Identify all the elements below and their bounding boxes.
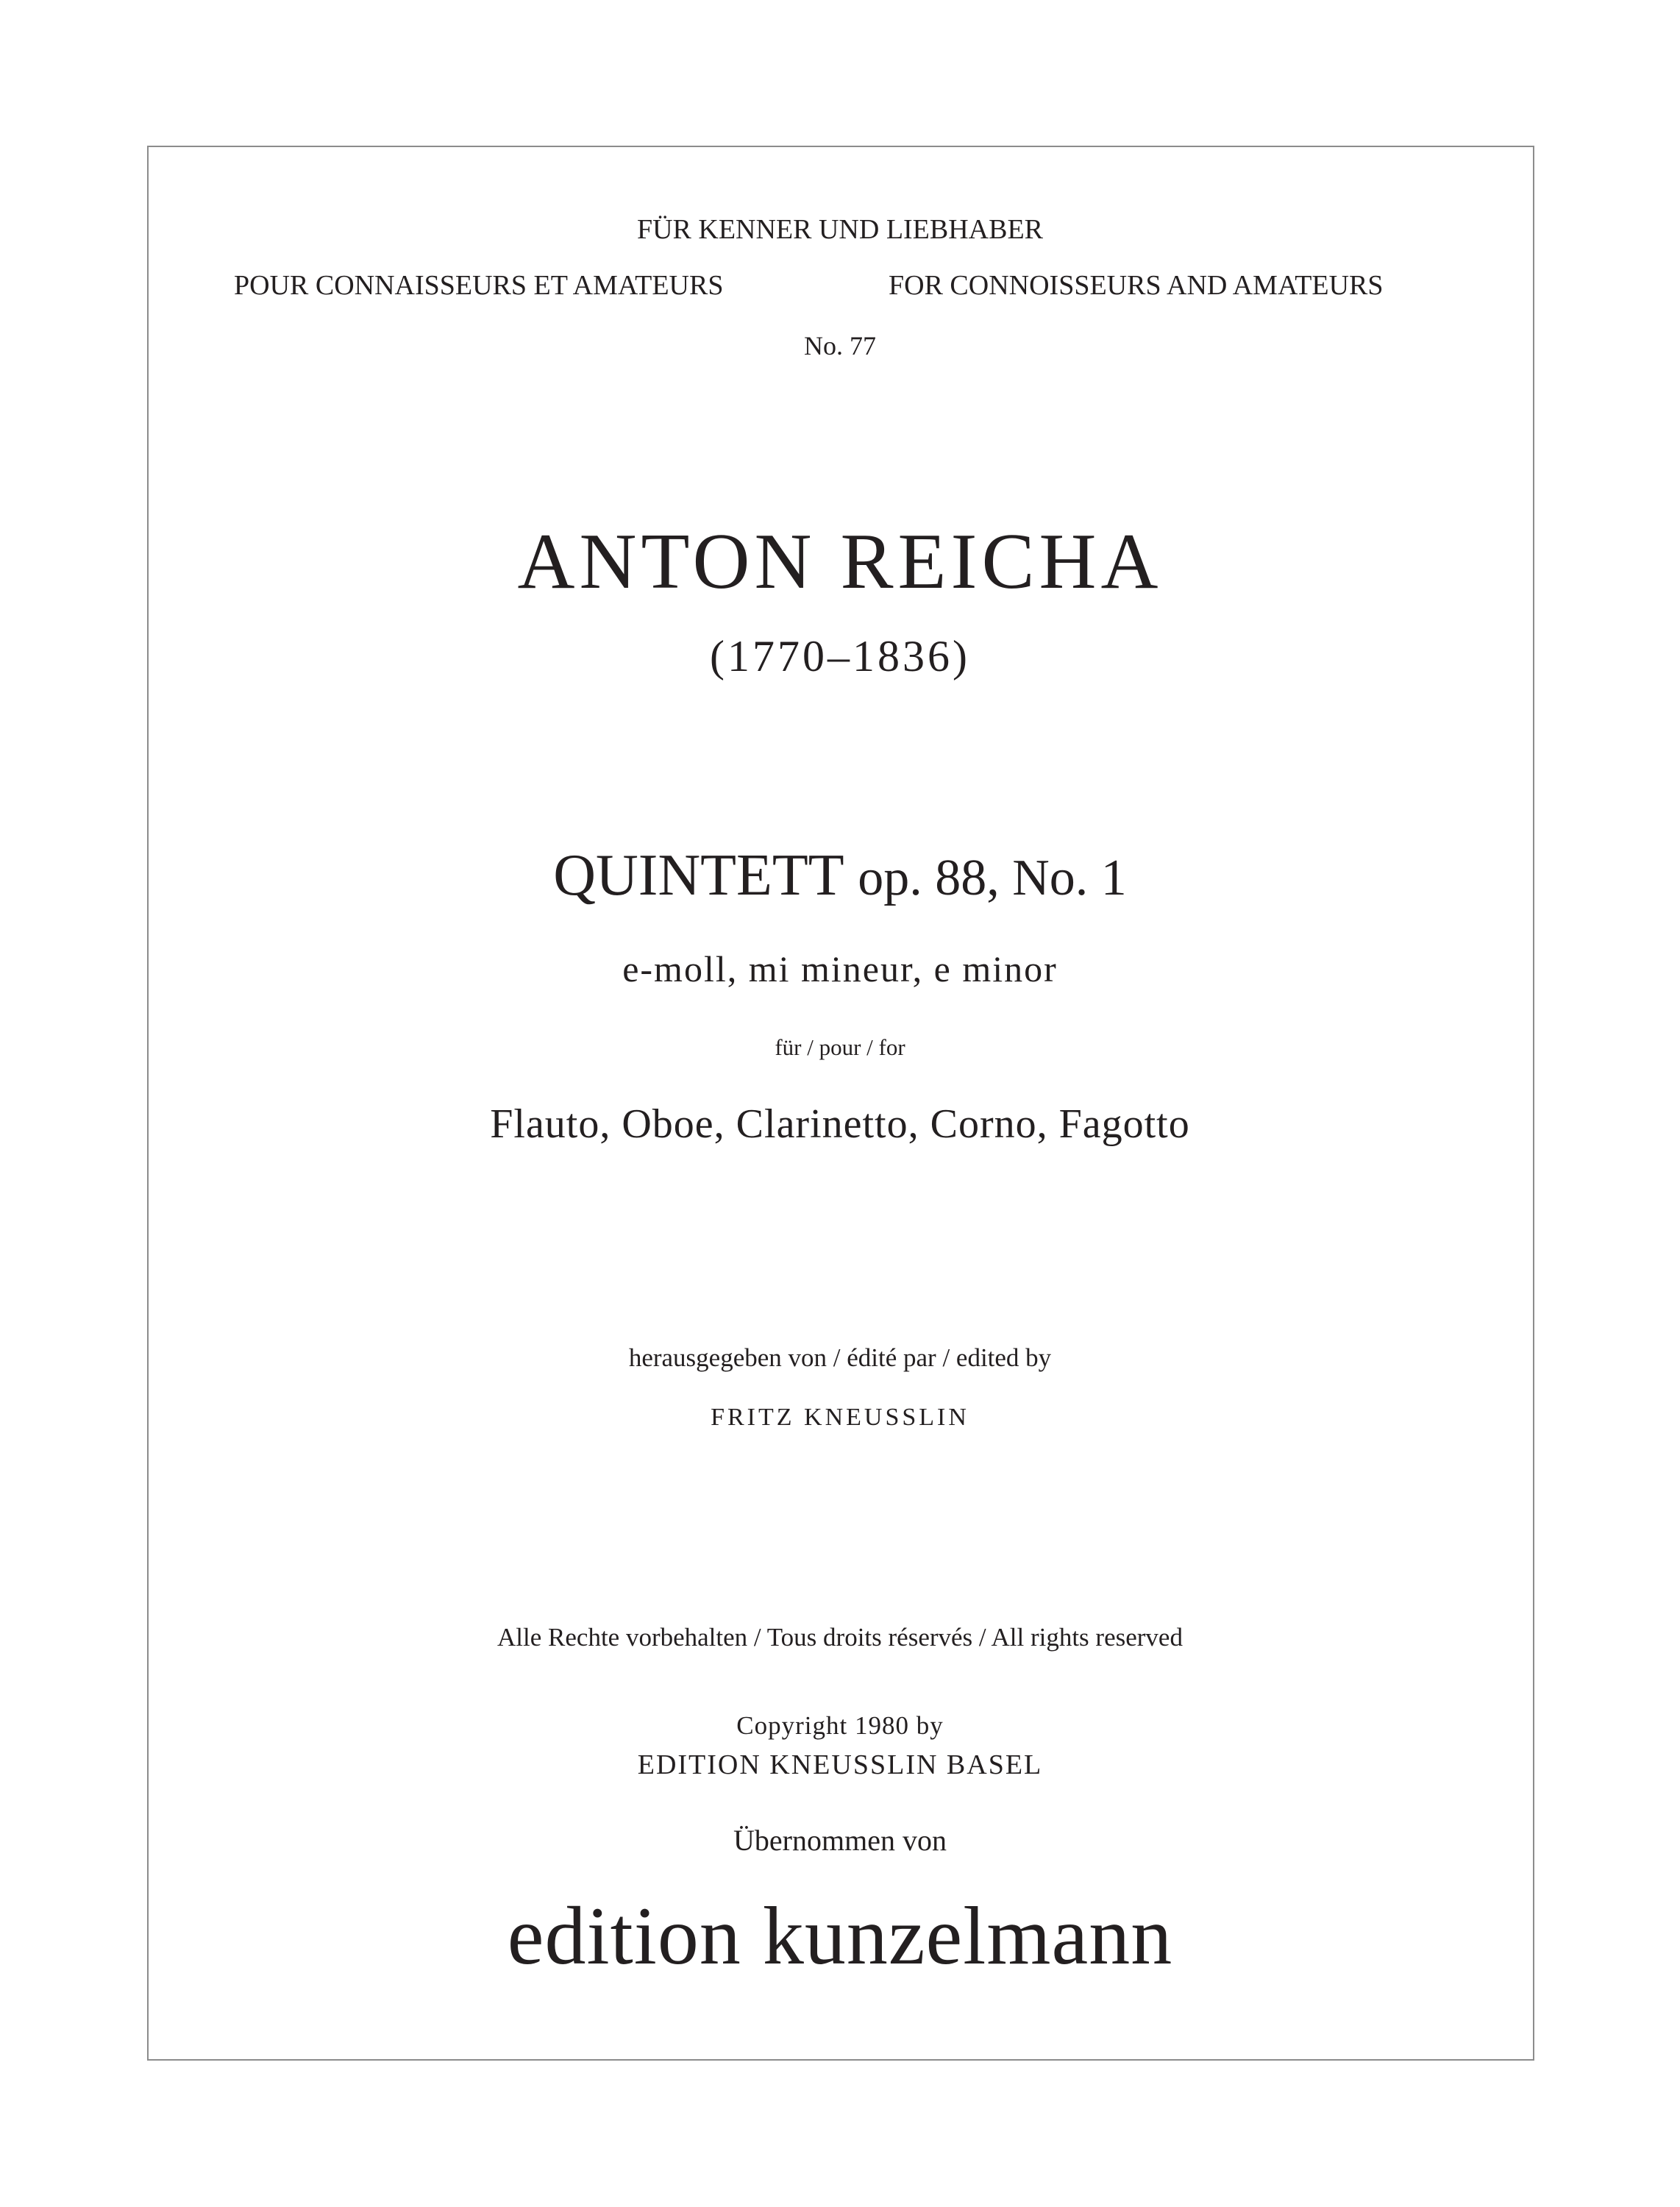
publisher-name: edition kunzelmann — [507, 1891, 1173, 1982]
work-title — [0, 843, 1680, 908]
copyright-notice: Copyright 1980 by — [736, 1711, 944, 1740]
work-title-main: QUINTETT — [553, 843, 844, 908]
work-key: e-moll, mi mineur, e minor — [622, 948, 1058, 989]
series-title-french: POUR CONNAISSEURS ET AMATEURS — [234, 270, 724, 301]
series-title-english: FOR CONNOISSEURS AND AMATEURS — [889, 270, 1384, 301]
composer-dates: (1770–1836) — [710, 632, 970, 680]
instrumentation: Flauto, Oboe, Clarinetto, Corno, Fagotto — [490, 1101, 1190, 1147]
original-publisher: EDITION KNEUSSLIN BASEL — [637, 1749, 1043, 1780]
series-number: No. 77 — [804, 331, 876, 360]
taken-over-label: Übernommen von — [733, 1824, 947, 1857]
editor-name: FRITZ KNEUSSLIN — [711, 1404, 969, 1431]
work-opus: op. 88, No. 1 — [858, 850, 1127, 906]
edited-by-label: herausgegeben von / édité par / edited by — [628, 1343, 1052, 1372]
rights-notice: Alle Rechte vorbehalten / Tous droits réservés / All rights reserved — [497, 1623, 1183, 1652]
series-title-german: FÜR KENNER UND LIEBHABER — [636, 214, 1044, 245]
for-label: für / pour / for — [775, 1034, 905, 1060]
composer-name: ANTON REICHA — [517, 518, 1163, 605]
